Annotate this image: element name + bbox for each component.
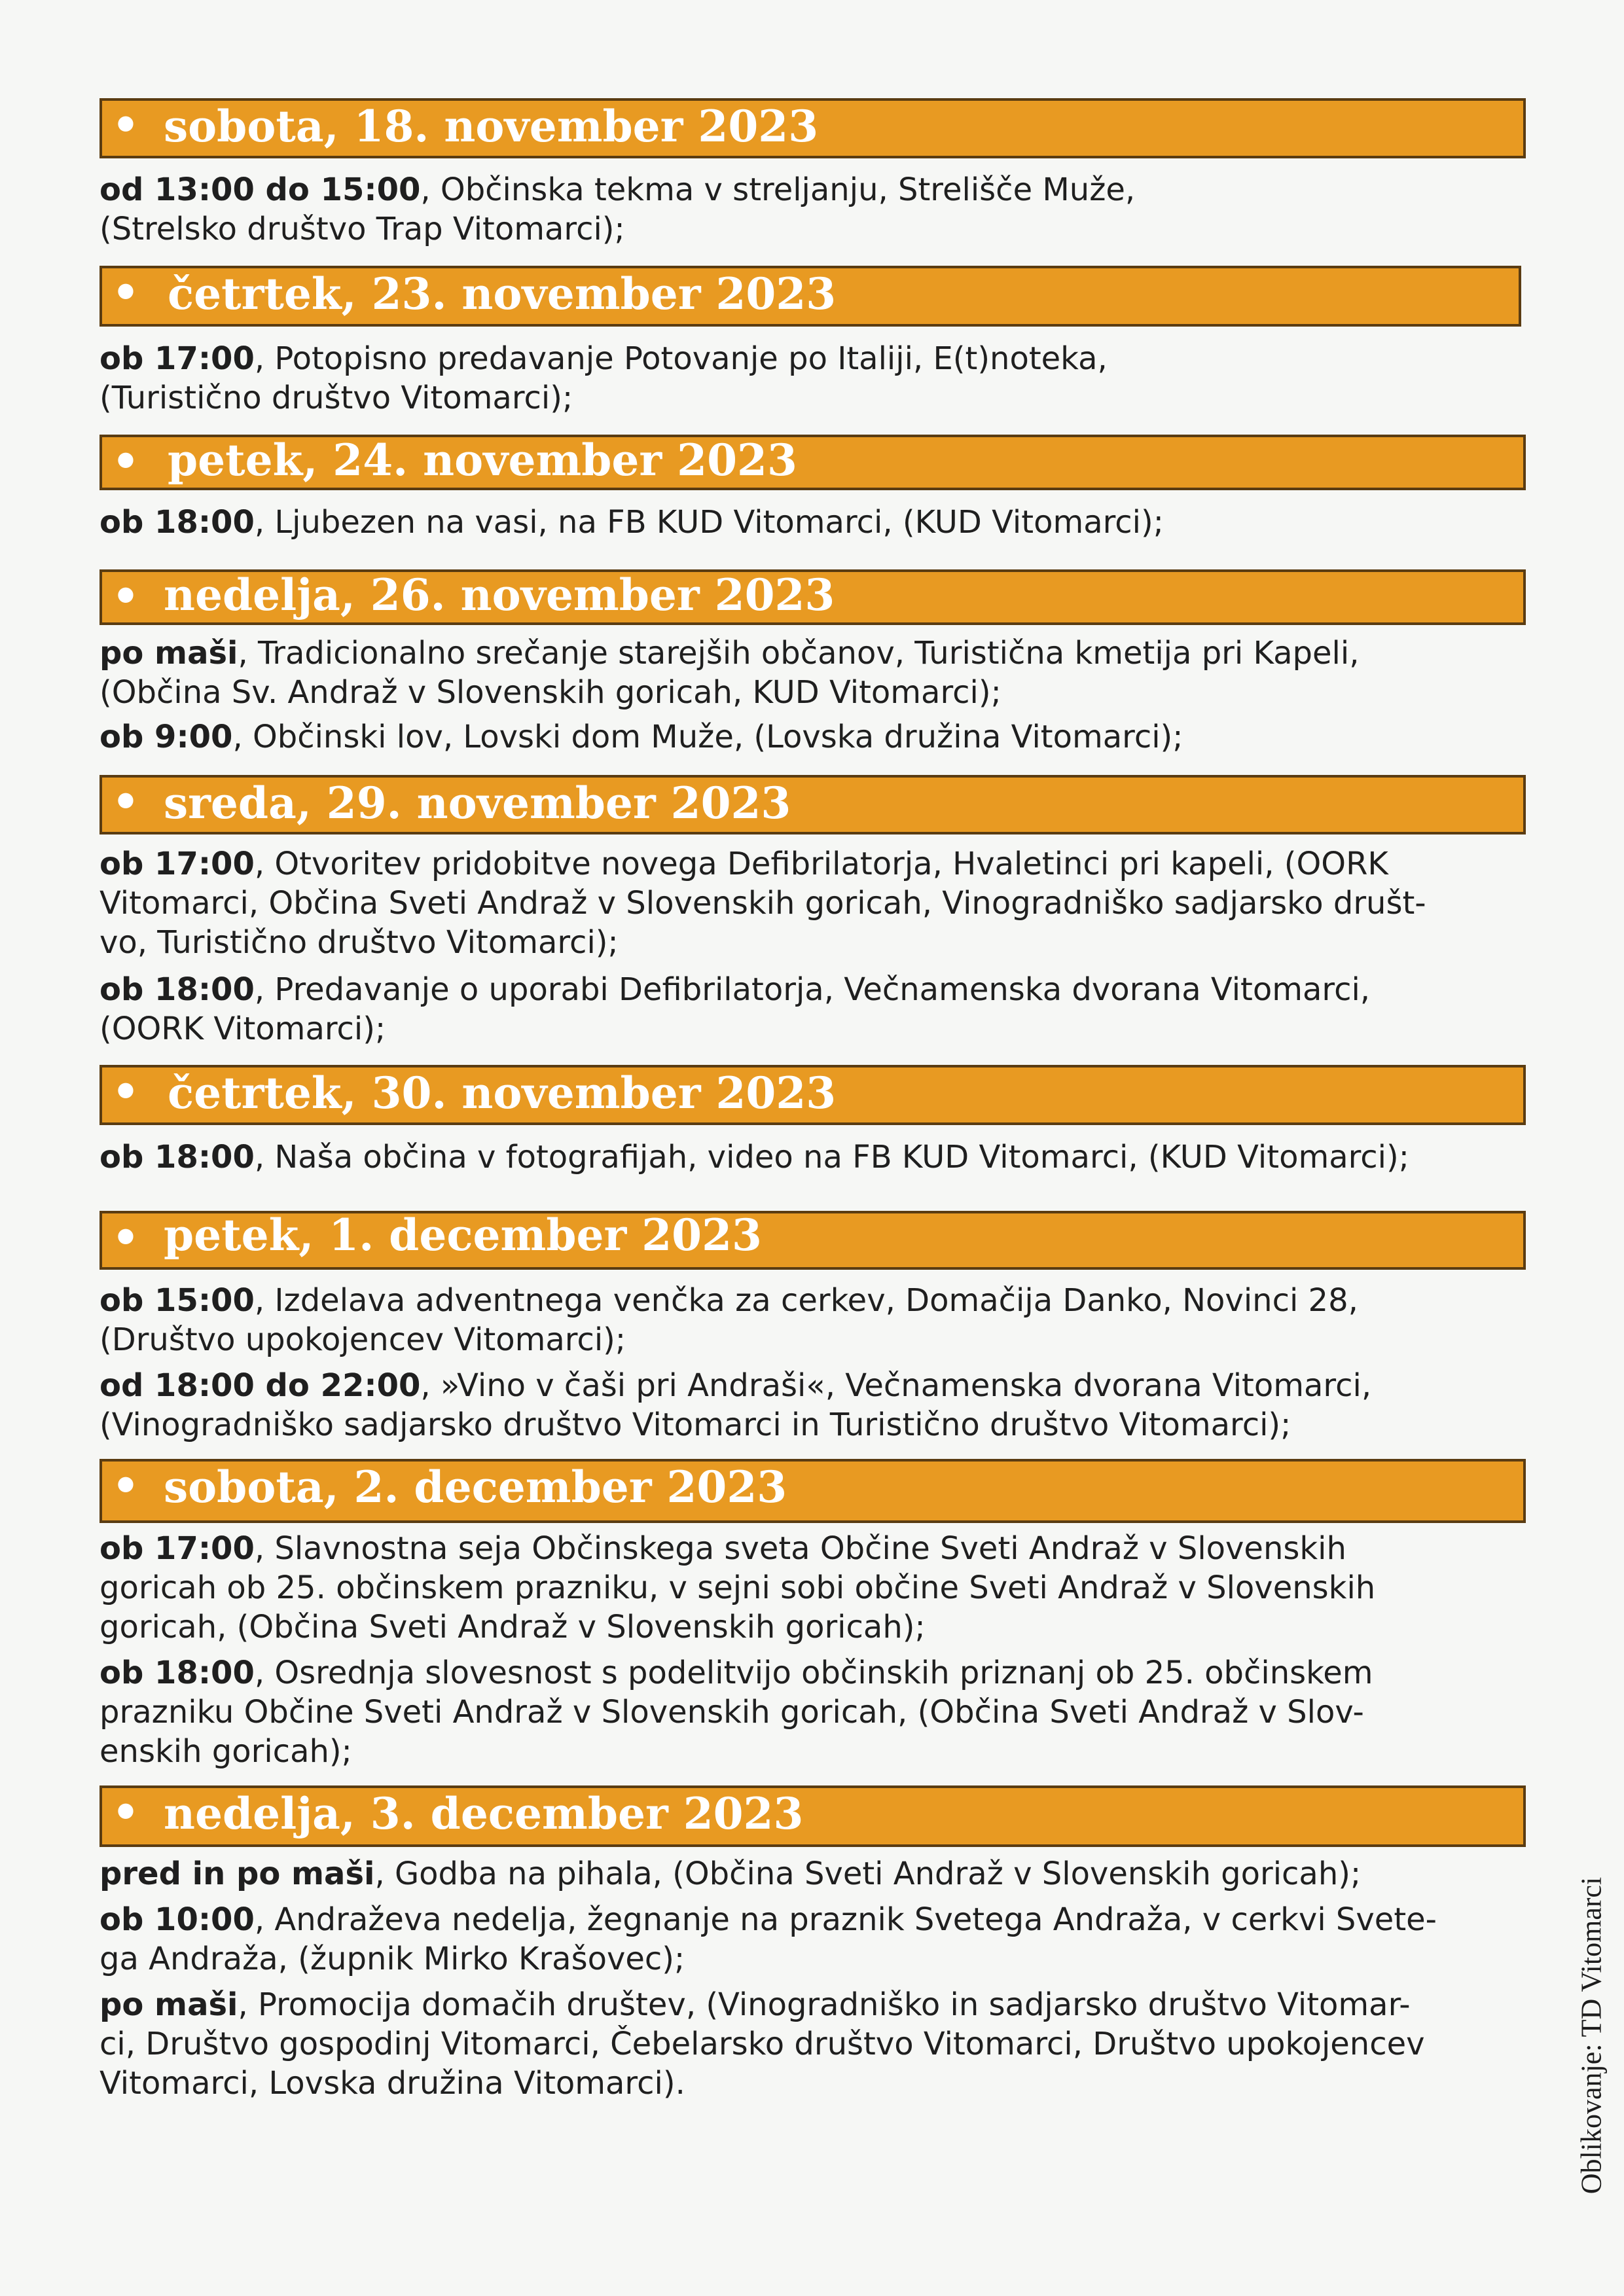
day-header [99,569,1526,625]
event-time: ob 10:00 [99,1901,255,1938]
event-time: pred in po maši [99,1856,375,1892]
event-entry [99,1854,1533,1893]
day-title: petek, 1. december 2023 [164,1210,762,1261]
day-title: petek, 24. november 2023 [168,435,797,486]
event-line: ga Andraža, (župnik Mirko Krašovec); [99,1941,685,1977]
event-line: (Občina Sv. Andraž v Slovenskih goricah, KUD Vitomarci); [99,674,1001,711]
day-header [99,1785,1526,1847]
day-title: sobota, 2. december 2023 [164,1462,787,1513]
day-header [99,98,1526,158]
day-title: četrtek, 30. november 2023 [168,1067,837,1119]
event-time: po maši [99,1986,238,2023]
event-line: pred in po maši, Godba na pihala, (Občina Sveti Andraž v Slovenskih goricah); [99,1856,1362,1892]
event-time: ob 17:00 [99,1530,255,1567]
event-entry [99,634,1533,712]
event-time: ob 18:00 [99,971,255,1008]
event-line: po maši, Tradicionalno srečanje starejših občanov, Turistična kmetija pri Kapeli, [99,635,1360,672]
event-time: ob 15:00 [99,1282,255,1319]
bullet-icon: • [111,776,140,827]
event-line: goricah ob 25. občinskem prazniku, v sejni sobi občine Sveti Andraž v Slovenskih [99,1570,1376,1606]
event-time: ob 18:00 [99,1139,255,1175]
event-line: ci, Društvo gospodinj Vitomarci, Čebelarsko društvo Vitomarci, Društvo upokojencev [99,2026,1425,2062]
event-line: od 18:00 do 22:00, »Vino v čaši pri Andraši«, Večnamenska dvorana Vitomarci, [99,1367,1372,1404]
event-entry [99,970,1533,1049]
event-time: ob 17:00 [99,846,255,882]
day-title: nedelja, 26. november 2023 [164,569,835,620]
event-line: ob 17:00, Potopisno predavanje Potovanje po Italiji, E(t)noteka, [99,340,1108,377]
day-events [99,844,1533,1049]
day-events [99,503,1533,542]
event-line: po maši, Promocija domačih društev, (Vinogradniško in sadjarsko društvo Vitomar- [99,1986,1411,2023]
bullet-icon: • [111,99,140,151]
event-line: (OORK Vitomarci); [99,1011,386,1047]
event-entry [99,717,1533,757]
event-time: ob 18:00 [99,504,255,541]
day-header [99,266,1521,327]
bullet-icon: • [111,267,140,318]
event-time: ob 18:00 [99,1655,255,1691]
day-header [99,775,1526,834]
event-line: Vitomarci, Občina Sveti Andraž v Slovenskih goricah, Vinogradniško sadjarsko društ- [99,885,1426,922]
day-events [99,1854,1533,2103]
event-time: od 18:00 do 22:00 [99,1367,421,1404]
event-time: ob 17:00 [99,340,255,377]
event-entry [99,1366,1533,1444]
event-time: po maši [99,635,238,672]
event-entry [99,1900,1533,1979]
bullet-icon: • [111,1460,140,1511]
event-line: goricah, (Občina Sveti Andraž v Slovenskih goricah); [99,1609,926,1645]
event-line: ob 18:00, Naša občina v fotografijah, video na FB KUD Vitomarci, (KUD Vitomarci); [99,1139,1409,1175]
bullet-icon: • [111,571,140,622]
event-line: ob 18:00, Predavanje o uporabi Defibrilatorja, Večnamenska dvorana Vitomarci, [99,971,1371,1008]
event-time: ob 9:00 [99,719,233,755]
event-entry [99,339,1533,418]
day-events [99,339,1533,418]
event-entry [99,1138,1533,1177]
bullet-icon: • [111,1066,140,1117]
event-entry [99,503,1533,542]
day-title: sobota, 18. november 2023 [164,101,819,152]
day-header [99,435,1526,490]
event-line: (Vinogradniško sadjarsko društvo Vitomarci in Turistično društvo Vitomarci); [99,1407,1291,1443]
event-line: ob 17:00, Otvoritev pridobitve novega Defibrilatorja, Hvaletinci pri kapeli, (OORK [99,846,1388,882]
design-credit: Oblikovanje: TD Vitomarci [1575,1876,1608,2195]
event-entry [99,1281,1533,1359]
day-events [99,634,1533,757]
day-header [99,1211,1526,1270]
event-entry [99,1985,1533,2103]
event-entry [99,170,1533,249]
event-time: od 13:00 do 15:00 [99,171,421,208]
event-entry [99,1653,1533,1771]
day-events [99,1281,1533,1444]
event-line: (Društvo upokojencev Vitomarci); [99,1321,626,1358]
event-line: od 13:00 do 15:00, Občinska tekma v streljanju, Strelišče Muže, [99,171,1136,208]
day-events [99,170,1533,249]
bullet-icon: • [111,1787,140,1838]
event-line: (Strelsko društvo Trap Vitomarci); [99,211,625,247]
day-title: nedelja, 3. december 2023 [164,1788,804,1839]
event-line: ob 18:00, Osrednja slovesnost s podelitvijo občinskih priznanj ob 25. občinskem [99,1655,1373,1691]
event-entry [99,844,1533,962]
bullet-icon: • [111,1212,140,1263]
day-title: četrtek, 23. november 2023 [168,268,837,319]
event-line: ob 17:00, Slavnostna seja Občinskega sveta Občine Sveti Andraž v Slovenskih [99,1530,1346,1567]
day-events [99,1529,1533,1771]
event-line: Vitomarci, Lovska družina Vitomarci). [99,2065,685,2102]
event-line: ob 9:00, Občinski lov, Lovski dom Muže, (Lovska družina Vitomarci); [99,719,1183,755]
event-line: prazniku Občine Sveti Andraž v Slovenskih goricah, (Občina Sveti Andraž v Slov- [99,1694,1364,1731]
event-line: (Turistično društvo Vitomarci); [99,380,573,416]
event-line: enskih goricah); [99,1733,352,1770]
day-events [99,1138,1533,1177]
event-line: ob 10:00, Andraževa nedelja, žegnanje na praznik Svetega Andraža, v cerkvi Svete- [99,1901,1437,1938]
day-header [99,1459,1526,1523]
event-line: ob 15:00, Izdelava adventnega venčka za cerkev, Domačija Danko, Novinci 28, [99,1282,1358,1319]
bullet-icon: • [111,436,140,487]
event-line: ob 18:00, Ljubezen na vasi, na FB KUD Vitomarci, (KUD Vitomarci); [99,504,1164,541]
day-title: sreda, 29. november 2023 [164,778,791,829]
day-header [99,1065,1526,1125]
event-entry [99,1529,1533,1647]
event-line: vo, Turistično društvo Vitomarci); [99,924,619,961]
